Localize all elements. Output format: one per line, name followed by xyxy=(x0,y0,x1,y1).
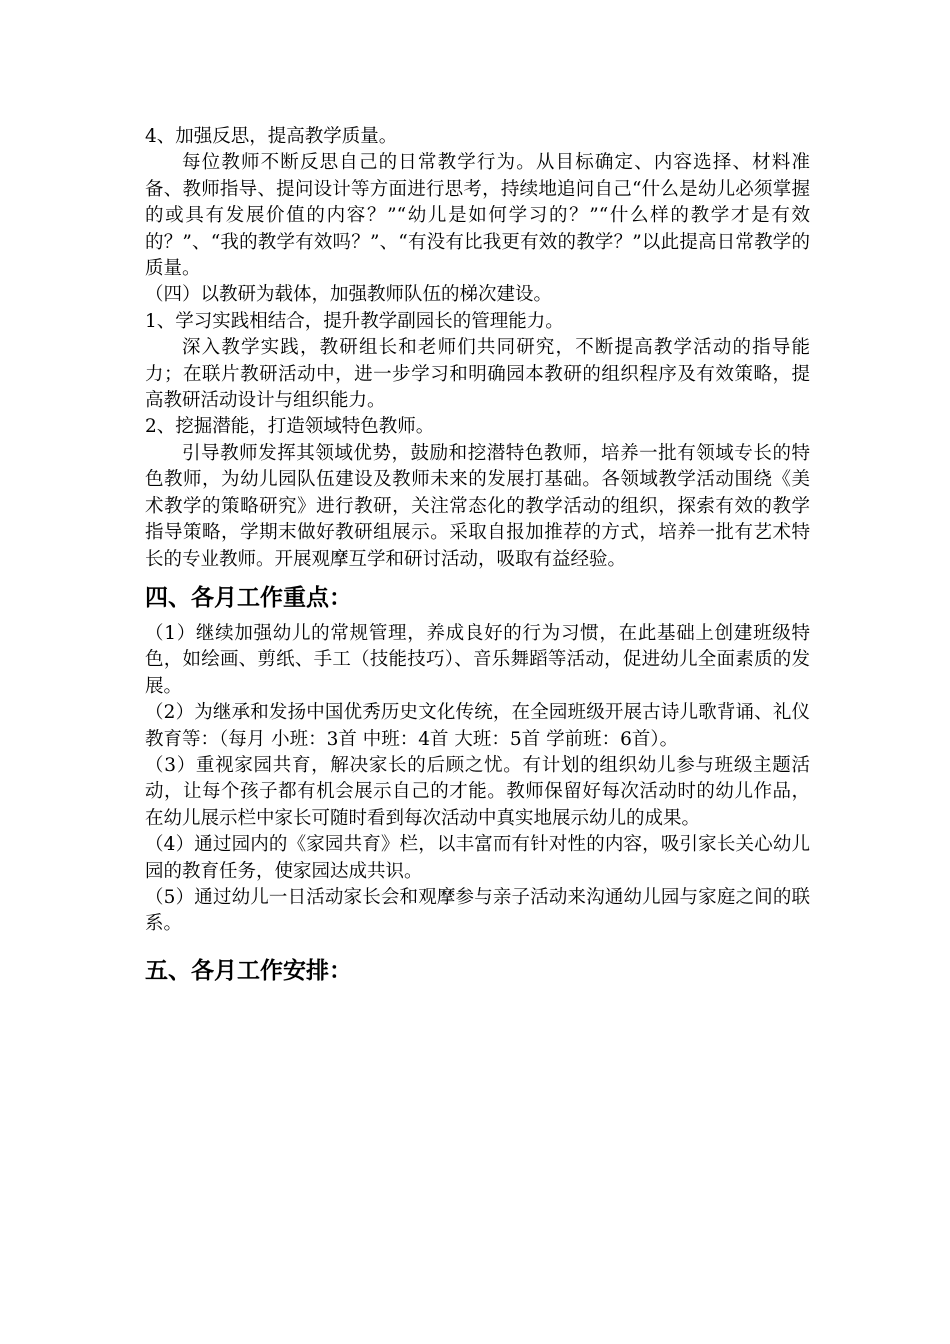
section-heading-monthly-arrangement: 五、各月工作安排： xyxy=(145,957,352,984)
list-item: （1）继续加强幼儿的常规管理，养成良好的行为习惯，在此基础上创建班级特色，如绘画、剪纸、手工（技能技巧）、音乐舞蹈等活动，促进幼儿全面素质的发展。 xyxy=(145,622,810,697)
list-item: （4）通过园内的《家园共育》栏，以丰富而有针对性的内容，吸引家长关心幼儿园的教育任务，使家园达成共识。 xyxy=(145,834,810,882)
subheading-practice: 1、学习实践相结合，提升教学副园长的管理能力。 xyxy=(145,310,564,332)
paragraph-reflection: 每位教师不断反思自己的日常教学行为。从目标确定、内容选择、材料准备、教师指导、提问设计等方面进行思考，持续地追问自己“什么是幼儿必须掌握的或具有发展价值的内容？”“幼儿是如何学习的？”“什么样的教学才是有效的？”、“我的教学有效吗？”、“有没有比我更有效的教学？”以此提高日常教学的质量。 xyxy=(145,152,810,280)
list-item: （5）通过幼儿一日活动家长会和观摩参与亲子活动来沟通幼儿园与家庭之间的联系。 xyxy=(145,886,810,935)
subheading-research-carrier: （四）以教研为载体，加强教师队伍的梯次建设。 xyxy=(145,284,553,306)
paragraph-practice: 深入教学实践，教研组长和老师们共同研究，不断提高教学活动的指导能力；在联片教研活动中，进一步学习和明确园本教研的组织程序及有效策略，提高教研活动设计与组织能力。 xyxy=(145,337,810,412)
document-page xyxy=(145,124,810,994)
section-heading-monthly-focus: 四、各月工作重点： xyxy=(145,584,352,611)
subheading-potential: 2、挖掘潜能，打造领域特色教师。 xyxy=(145,416,435,438)
list-item: （3）重视家园共育，解决家长的后顾之忧。有计划的组织幼儿参与班级主题活动，让每个孩子都有机会展示自己的才能。教师保留好每次活动时的幼儿作品，在幼儿展示栏中家长可随时看到每次活动中真实地展示幼儿的成果。 xyxy=(145,754,810,829)
list-item: （2）为继承和发扬中国优秀历史文化传统，在全园班级开展古诗儿歌背诵、礼仪教育等：（每月 小班：3首 中班：4首 大班：5首 学前班：6首）。 xyxy=(145,702,810,750)
subheading-reflection: 4、加强反思，提高教学质量。 xyxy=(145,126,398,147)
paragraph-potential: 引导教师发挥其领域优势，鼓励和挖潜特色教师，培养一批有领域专长的特色教师，为幼儿园队伍建设及教师未来的发展打基础。各领域教学活动围绕《美术教学的策略研究》进行教研，关注常态化的教学活动的组织，探索有效的教学指导策略，学期末做好教研组展示。采取自报加推荐的方式，培养一批有艺术特长的专业教师。开展观摩互学和研讨活动，吸取有益经验。 xyxy=(145,442,810,570)
